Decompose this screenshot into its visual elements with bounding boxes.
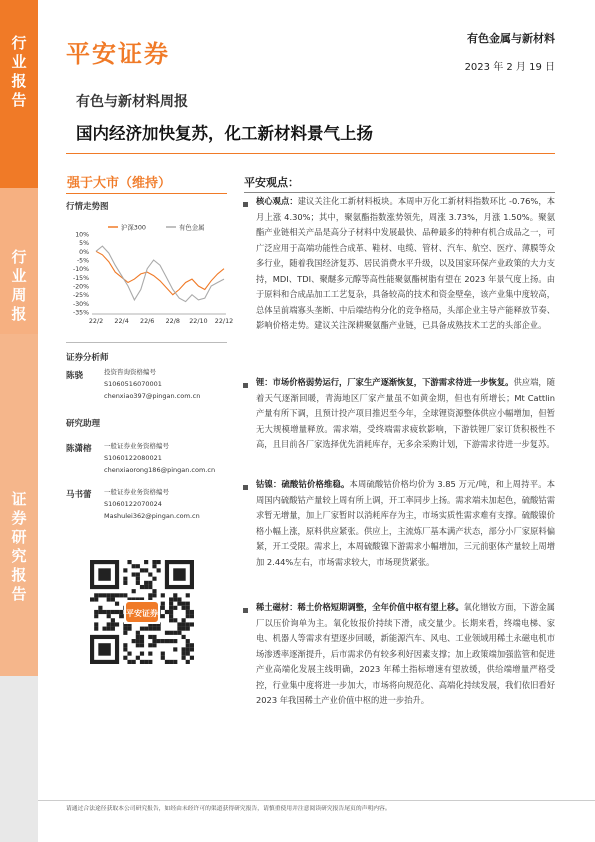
- para-core-view-heading: 核心观点：: [256, 196, 298, 206]
- bullet-icon: [243, 485, 248, 490]
- para-lithium: [256, 375, 555, 453]
- footer-divider: [38, 800, 595, 801]
- y-tick-label: 0%: [79, 248, 89, 256]
- x-tick-label: 22/4: [114, 317, 129, 325]
- para-cobalt-nickel: [256, 477, 555, 570]
- assistant-email[interactable]: Mashulei362@pingan.com.cn: [104, 512, 200, 520]
- chart-x-axis: [89, 314, 233, 325]
- side-label-report: 行 业 报 告: [11, 34, 27, 109]
- para-core-view: [256, 194, 555, 334]
- view-divider: [244, 192, 555, 193]
- report-type: 有色与新材料周报: [76, 94, 188, 110]
- para-lithium-heading: 锂：市场价格弱势运行，厂家生产逐渐恢复，下游需求待进一步恢复。: [256, 377, 514, 387]
- x-tick-label: 22/10: [189, 317, 208, 325]
- assistant-info: [104, 440, 215, 476]
- chart-series: [96, 246, 224, 302]
- y-tick-label: -20%: [73, 283, 89, 291]
- assistant-email[interactable]: chenxiaorong186@pingan.com.cn: [104, 466, 216, 474]
- y-tick-label: -10%: [73, 266, 89, 274]
- analyst-email[interactable]: chenxiao397@pingan.com.cn: [104, 392, 201, 400]
- bullet-icon: [243, 202, 248, 207]
- para-cobalt-nickel-body: 本周硫酸钴价格均价为 3.85 万元/吨，和上周持平。本周国内硫酸钴产量较上周有所上调，开工率同步上扬。需求端未加起色，硫酸钴需求暂无增量，加上厂家暂时以消耗库存为主，市场实质性需求难有支撑。硫酸镍价格小幅上涨，原料供应紧张。供应上，主流炼厂基本满产状态，部分小厂家原料偏紧，开工受限。需求上，本周硫酸镍下游需求小幅增加，三元前驱体产量较上周增加 2.44%左右，市场需求较大，市场现货紧张。: [256, 479, 555, 567]
- analyst-section-label: 证券分析师: [66, 353, 109, 363]
- logo-text: 平安证券: [66, 40, 170, 68]
- series-line-hs300: [96, 251, 224, 294]
- report-title: 国内经济加快复苏，化工新材料景气上扬: [76, 124, 373, 143]
- bullet-icon: [243, 383, 248, 388]
- y-tick-label: 5%: [79, 240, 89, 248]
- assistant-cert: 一般证券业务资格编号: [104, 442, 169, 450]
- assistant-section-label: 研究助理: [66, 419, 101, 429]
- para-rare-earth: [256, 600, 555, 709]
- assistant-name: 陈潇榕: [66, 444, 92, 454]
- series-line-metal: [96, 246, 224, 302]
- y-tick-label: 10%: [75, 231, 89, 239]
- rating: 强于大市（维持）: [67, 176, 172, 191]
- footer-disclaimer: 请通过合法途径获取本公司研究报告，如经由未经许可的渠道获得研究报告，请慎重使用并注意阅读研究报告尾页的声明内容。: [66, 806, 391, 812]
- chart-legend: [108, 222, 205, 231]
- bullet-icon: [243, 608, 248, 613]
- x-tick-label: 22/8: [165, 317, 180, 325]
- assistant-name: 马书蕾: [66, 490, 92, 500]
- header-right: [465, 30, 555, 73]
- y-tick-label: -35%: [73, 309, 89, 317]
- view-title: 平安观点：: [244, 176, 299, 189]
- y-tick-label: -30%: [73, 300, 89, 308]
- chart-y-axis: [73, 232, 89, 317]
- y-tick-label: -25%: [73, 292, 89, 300]
- para-rare-earth-body: 氧化镨钕方面，下游金属厂以压价询单为主。氧化钕报价持续下滑，成交量少。长期来看，终端电梯、家电、机器人等需求有望逐步回暖，新能源汽车、风电、工业领域用稀土永磁电机市场渗透率逐渐提升，后市需求仍有较多利好因素支撑；加上政策端加强监管和促进产业高端化发展主线明确，2023 年稀土指标增速有望放缓，供给端增量严格受控，行业集中度将进一步加大，市场将向规范化、高端化持续发展，我们依旧看好 2023 年我国稀土产业价值中枢的进一步抬升。: [256, 602, 555, 705]
- analyst-name: 陈骁: [66, 371, 84, 381]
- title-divider: [66, 153, 555, 154]
- y-tick-label: -5%: [76, 257, 89, 265]
- x-tick-label: 22/12: [214, 317, 234, 325]
- logo: [66, 34, 170, 69]
- header-category: 有色金属与新材料: [467, 32, 555, 45]
- chart-section-label: 行情走势图: [66, 202, 109, 212]
- legend-label: 沪深300: [121, 223, 146, 232]
- x-tick-label: 22/6: [140, 317, 155, 325]
- x-tick-label: 22/2: [88, 317, 104, 325]
- qr-logo-text: 平安证券: [126, 609, 158, 618]
- y-tick-label: -15%: [73, 274, 89, 282]
- rating-divider: [66, 193, 227, 194]
- qr-code[interactable]: [90, 560, 194, 664]
- para-cobalt-nickel-heading: 钴镍：硫酸钴价格维稳。: [256, 479, 350, 489]
- analyst-info: [104, 366, 200, 402]
- assistant-info: [104, 486, 200, 522]
- analyst-id: S1060516070001: [104, 380, 162, 388]
- header-date: 2023 年 2 月 19 日: [464, 62, 555, 73]
- market-chart: [66, 220, 234, 330]
- para-lithium-body: 供应端，随着天气逐渐回暖，青海地区厂家产量虽不如黄金期，但也有所增长；Mt Cattlin 产量有所下调，且预计投产项目推迟至今年，全球锂资源整体供应小幅增加，但暂无大规模增量释放。需求端，受终端需求疲软影响，下游铁锂厂家订货积极性不高，且目前各厂家选择优先消耗库存，无多余采购计划，下游需求待进一步复苏。: [256, 377, 555, 449]
- side-label-weekly: 行 业 周 报: [11, 248, 27, 323]
- side-label-research: 证 券 研 究 报 告: [11, 490, 27, 603]
- assistant-cert: 一般证券业务资格编号: [104, 488, 169, 496]
- para-rare-earth-heading: 稀土磁材：稀土价格短期调整，全年价值中枢有望上移。: [256, 602, 464, 612]
- legend-label: 有色金属: [179, 223, 205, 232]
- analyst-cert: 投资咨询资格编号: [104, 368, 156, 376]
- assistant-id: S1060122080021: [104, 454, 162, 462]
- chart-divider: [66, 342, 227, 343]
- para-core-view-body: 建议关注化工新材料板块。本周申万化工新材料指数环比 -0.76%，本月上涨 4.30%；其中，聚氨酯指数涨势领先，周涨 3.73%，月涨 1.50%。聚氨酯产业链相关产品是高分子材料中发展最快、品种最多的特种有机合成品之一，可广泛应用于高端功能性合成革、鞋材、电缆、管材、汽车、航空、医疗、薄膜等众多行业，随着我国经济复苏、居民消费水平升级，以及国家环保产业政策的大力支持，MDI、TDI、聚醚多元醇等高性能聚氨酯树脂有望在 2023 年景气度上扬。由于原料和合成品加工工艺复杂，具备较高的技术和资金壁垒，该产业集中度较高，总体呈前端寡头垄断、中后端结构分化的竞争格局，头部企业主导产能释放节奏、影响价格走势。建议关注深耕聚氨酯产业链，已具备成熟技术工艺的头部企业。: [256, 196, 555, 330]
- assistant-id: S1060122070024: [104, 500, 162, 508]
